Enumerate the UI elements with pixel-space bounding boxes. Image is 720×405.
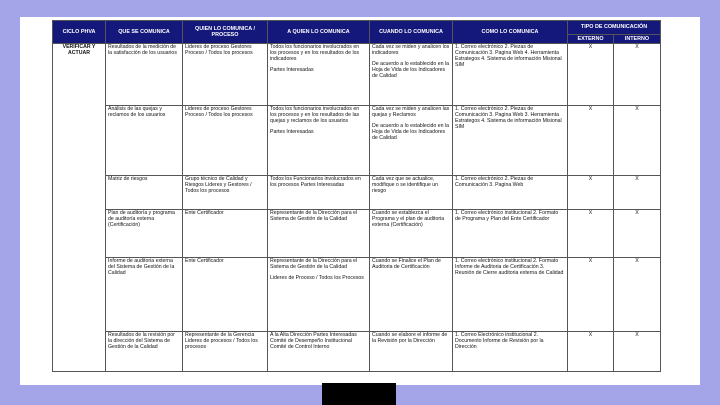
cell-cuando: Cuando se elabore el informe de la Revisión por la Dirección <box>370 332 453 372</box>
header-quien: QUIEN LO COMUNICA / PROCESO <box>183 21 268 44</box>
cell-interno: X <box>614 106 661 176</box>
a-quien-text: Todos los funcionarios involucrados en los procesos y en los resultados de los indicadores <box>270 44 360 63</box>
cell-a-quien: A la Alta Dirección Partes Interesadas Comité de Desempeño Institucional Comité de Control Interno <box>268 332 370 372</box>
cell-externo: X <box>568 332 614 372</box>
cell-que: Resultados de la revisión por la dirección del Sistema de Gestión de la Calidad <box>106 332 183 372</box>
header-tipo: TIPO DE COMUNICACIÓN <box>568 21 661 35</box>
cuando-extra: De acuerdo a lo establecido en la Hoja de Vida de los Indicadores de Calidad <box>372 61 449 80</box>
cell-a-quien <box>268 106 370 176</box>
cell-que: Plan de auditoría y programa de auditoría externa (Certificación) <box>106 210 183 258</box>
cell-quien: Grupo técnico de Calidad y Riesgos Lideres y Gestores / Todos los procesos <box>183 176 268 210</box>
cell-cuando: Cada vez que se actualice, modifique o se identifique un riesgo <box>370 176 453 210</box>
cell-que: Resultados de la medición de la satisfacción de los usuarios <box>106 44 183 106</box>
cell-a-quien: Representante de la Dirección para el Sistema de Gestión de la Calidad <box>268 210 370 258</box>
communication-matrix-table <box>52 20 661 372</box>
cell-externo: X <box>568 176 614 210</box>
a-quien-extra: Partes Interesadas <box>270 67 314 74</box>
header-cuando: CUANDO LO COMUNICA <box>370 21 453 44</box>
cell-interno: X <box>614 176 661 210</box>
cell-como: 1. Correo electrónico 2. Piezas de Comunicación 3. Pagina Web <box>453 176 568 210</box>
cell-quien: Lideres de proceso Gestores Proceso / Todos los procesos <box>183 44 268 106</box>
cell-que: Análisis de las quejas y reclamos de los usuarios <box>106 106 183 176</box>
cell-externo: X <box>568 258 614 332</box>
cell-interno: X <box>614 258 661 332</box>
a-quien-extra: Lideres de Proceso / Todos los Procesos <box>270 275 364 282</box>
cell-como: 1. Correo electrónico institucional 2. Formato de Programa y Plan del Ente Certificador <box>453 210 568 258</box>
cell-a-quien: Todos los Funcionarios involucrados en los procesos Partes Interesadas <box>268 176 370 210</box>
a-quien-extra: Partes Interesadas <box>270 129 314 136</box>
cell-a-quien <box>268 44 370 106</box>
cell-cuando <box>370 106 453 176</box>
cuando-text: Cada vez se miden y analicen las quejas y Reclamos <box>372 106 450 119</box>
header-que: QUE SE COMUNICA <box>106 21 183 44</box>
cell-cuando: Cuando se Finalice el Plan de Auditoria de Certificación <box>370 258 453 332</box>
cell-quien: Ente Certificador <box>183 258 268 332</box>
a-quien-text: Representante de la Dirección para el Sistema de Gestión de la Calidad <box>270 258 358 271</box>
header-externo: EXTERNO <box>568 35 614 44</box>
cell-como: 1. Correo electrónico 2. Piezas de Comunicación 3. Pagina Web 3. Herramienta Estrategos 4. Sistema de información Misional SIM <box>453 106 568 176</box>
header-ciclo: CICLO PHVA <box>53 21 106 44</box>
cell-que: Informe de auditoria externa del Sistema de Gestión de la Calidad <box>106 258 183 332</box>
table-row <box>53 44 661 106</box>
table-row <box>53 332 661 372</box>
cell-quien: Representante de la Gerencia Lideres de procesos / Todos los procesos <box>183 332 268 372</box>
cell-interno: X <box>614 210 661 258</box>
cell-cuando <box>370 44 453 106</box>
table-row <box>53 176 661 210</box>
cell-a-quien <box>268 258 370 332</box>
cell-que: Matriz de riesgos <box>106 176 183 210</box>
table-row <box>53 106 661 176</box>
cell-externo: X <box>568 210 614 258</box>
table-row <box>53 258 661 332</box>
cell-como: 1. Correo Electrónico institucional 2. Documento Informe de Revisión por la Dirección <box>453 332 568 372</box>
cuando-extra: De acuerdo a lo establecido en la Hoja de Vida de los Indicadores de Calidad <box>372 123 449 142</box>
header-a-quien: A QUIEN LO COMUNICA <box>268 21 370 44</box>
cell-interno: X <box>614 44 661 106</box>
bottom-black-bar <box>322 383 396 405</box>
cell-como: 1. Correo electrónico 2. Piezas de Comunicación 3. Pagina Web 4. Herramienta Estrategos 4. Sistema de información Misional SIM <box>453 44 568 106</box>
header-interno: INTERNO <box>614 35 661 44</box>
header-como: COMO LO COMUNICA <box>453 21 568 44</box>
cuando-text: Cada vez se miden y analicen los indicadores <box>372 44 450 57</box>
cell-cuando: Cuando se establezca el Programa y el plan de auditoria externa (Certificación) <box>370 210 453 258</box>
a-quien-text: Todos los funcionarios involucrados en los procesos y en los resultados de las quejas y reclamos de los usuarios <box>270 106 360 125</box>
table-row <box>53 210 661 258</box>
cell-quien: Lideres de proceso Gestores Proceso / Todos los procesos <box>183 106 268 176</box>
cell-interno: X <box>614 332 661 372</box>
cell-quien: Ente Certificador <box>183 210 268 258</box>
cell-como: 1. Correo electrónico institucional 2. Formato Informe de Auditoria de Certificación 3. Reunión de Cierre auditoria externa de Calidad <box>453 258 568 332</box>
cell-externo: X <box>568 44 614 106</box>
cell-externo: X <box>568 106 614 176</box>
phase-label: VERIFICAR Y ACTUAR <box>53 44 106 372</box>
slide-canvas <box>20 17 700 385</box>
